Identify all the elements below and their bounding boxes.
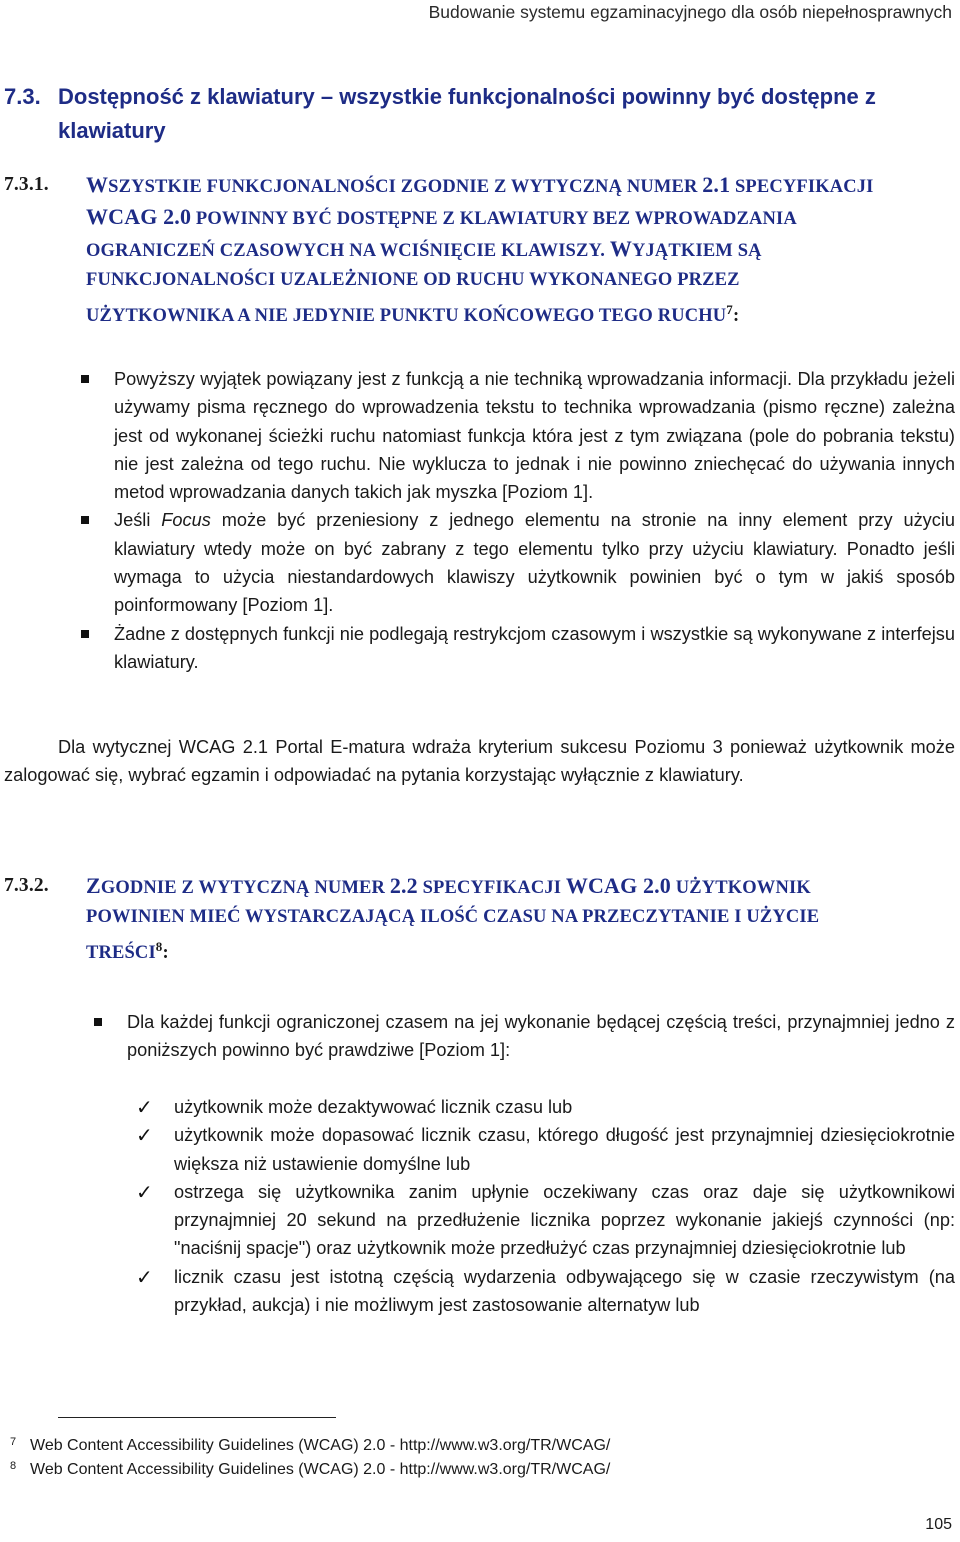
sub1-text-c: POWINNY BYĆ DOSTĘPNE Z KLAWIATURY BEZ WPROWADZANIA xyxy=(191,209,797,229)
list-item-text: może być przeniesiony z jednego elementu na stronie na inny element przy użyciu klawiatury wtedy może on być zabrany z tego elementu tylko przy użyciu klawiatury. Ponadto jeśli wymaga to użycia niestandardowych klawiszy użytkownik powinien być o tym w jakiś sposób poinformowany [Poziom 1]. xyxy=(114,510,956,616)
sub2-text-c: UŻYTKOWNIK xyxy=(670,878,811,898)
list-item xyxy=(114,506,955,619)
list-item-text: użytkownik może dezaktywować licznik czasu lub xyxy=(174,1097,573,1117)
sub2-wcag: WCAG 2.0 xyxy=(565,873,671,898)
footnote-ref-7[interactable]: 7 xyxy=(726,302,733,317)
square-bullet-icon xyxy=(81,516,89,524)
sub2-text-a: GODNIE Z WYTYCZNĄ NUMER xyxy=(100,878,390,898)
section-title-line1: Dostępność z klawiatury – wszystkie funkcjonalności powinny być dostępne z xyxy=(58,84,876,109)
sub2-text-e: TREŚCI xyxy=(86,943,156,964)
subsection-heading-2 xyxy=(4,871,944,968)
footnote-mark: 8 xyxy=(10,1460,17,1472)
footnote-separator xyxy=(58,1417,336,1418)
bullet-list-1 xyxy=(114,365,955,676)
list-item xyxy=(114,620,955,677)
sub1-text-f: FUNKCJONALNOŚCI UZALEŻNIONE OD RUCHU WYKONANEGO PRZEZ xyxy=(86,270,740,290)
footnote-text[interactable]: Web Content Accessibility Guidelines (WCAG) 2.0 - http://www.w3.org/TR/WCAG/ xyxy=(30,1437,611,1454)
footnote-mark: 7 xyxy=(10,1436,17,1448)
sub1-text-g: UŻYTKOWNIKA A NIE JEDYNIE PUNKTU KOŃCOWEGO TEGO RUCHU xyxy=(86,306,727,327)
list-item xyxy=(136,1093,955,1121)
subsection-number-2: 7.3.2. xyxy=(4,875,49,896)
running-header: Budowanie systemu egzaminacyjnego dla osób niepełnosprawnych xyxy=(428,2,952,22)
footnote-ref-8[interactable]: 8 xyxy=(155,939,163,954)
checkmark-icon: ✓ xyxy=(136,1264,153,1289)
list-item-text: Powyższy wyjątek powiązany jest z funkcją a nie techniką wprowadzania informacji. Dla przykładu jeżeli używamy pisma ręcznego do wprowadzenia tekstu to technika wprowadzania (pismo ręczne) zależna jest od wykonanej ścieżki ruchu natomiast funkcja która jest z tym związana (pole do pobrania tekstu) nie jest zależna od tego ruchu. Nie wyklucza to jednak i nie powinno zniechęcać do używania innych metod wprowadzania danych takich jak myszka [Poziom 1]. xyxy=(114,369,955,503)
sub2-text-b: SPECYFIKACJI xyxy=(417,878,566,898)
footnote-7 xyxy=(10,1431,610,1457)
sub1-initial-2: W xyxy=(609,236,633,261)
checkmark-icon: ✓ xyxy=(136,1179,153,1204)
sub1-number-ref: 2.1 xyxy=(702,172,731,197)
bullet-list-2 xyxy=(127,1008,955,1065)
list-item-text: Żadne z dostępnych funkcji nie podlegają restrykcjom czasowym i wszystkie są wykonywane z interfejsu klawiatury. xyxy=(114,623,955,672)
sub2-colon: : xyxy=(162,943,169,964)
list-item xyxy=(136,1121,955,1178)
list-item-text: Jeśli xyxy=(114,510,162,531)
sub1-text-e: YJĄTKIEM SĄ xyxy=(632,241,762,261)
footnote-8 xyxy=(10,1455,610,1481)
sub2-text-d: POWINIEN MIEĆ WYSTARCZAJĄCĄ ILOŚĆ CZASU NA PRZECZYTANIE I UŻYCIE xyxy=(86,907,820,927)
page-number: 105 xyxy=(925,1516,952,1533)
checkmark-icon: ✓ xyxy=(136,1095,153,1119)
list-item xyxy=(136,1178,955,1263)
sub1-text-a: SZYSTKIE FUNKCJONALNOŚCI ZGODNIE Z WYTYCZNĄ NUMER xyxy=(108,177,703,197)
list-item-text: Dla każdej funkcji ograniczonej czasem na jej wykonanie będącej częścią treści, przynajmniej jedno z poniższych powinno być prawdziwe [Poziom 1]: xyxy=(127,1012,955,1061)
list-item xyxy=(127,1008,955,1065)
section-heading xyxy=(4,80,944,148)
list-item xyxy=(136,1263,955,1320)
sub1-text-d: OGRANICZEŃ CZASOWYCH NA WCIŚNIĘCIE KLAWISZY. xyxy=(86,241,610,261)
sub1-wcag: WCAG 2.0 xyxy=(86,204,192,229)
checkmark-list xyxy=(136,1093,955,1319)
checkmark-icon: ✓ xyxy=(136,1123,153,1148)
sub1-initial: W xyxy=(86,172,109,197)
sub2-initial: Z xyxy=(86,873,101,898)
focus-term: Focus xyxy=(161,510,211,531)
sub2-number-ref: 2.2 xyxy=(389,873,418,898)
square-bullet-icon xyxy=(94,1018,102,1026)
list-item-text: licznik czasu jest istotną częścią wydarzenia odbywającego się w czasie rzeczywistym (na przykład, aukcja) i nie możliwym jest zastosowanie alternatyw lub xyxy=(174,1266,955,1316)
square-bullet-icon xyxy=(81,375,89,383)
sub1-text-b: SPECYFIKACJI xyxy=(730,177,874,197)
footnote-text[interactable]: Web Content Accessibility Guidelines (WCAG) 2.0 - http://www.w3.org/TR/WCAG/ xyxy=(30,1461,611,1478)
list-item-text: użytkownik może dopasować licznik czasu, którego długość jest przynajmniej dziesięciokrotnie większa niż ustawienie domyślne lub xyxy=(174,1125,955,1174)
square-bullet-icon xyxy=(81,630,89,638)
section-number: 7.3. xyxy=(4,84,41,109)
sub1-colon: : xyxy=(732,306,740,327)
paragraph-wcag-21: Dla wytycznej WCAG 2.1 Portal E-matura wdraża kryterium sukcesu Poziomu 3 ponieważ użytkownik może zalogować się, wybrać egzamin i odpowiadać na pytania korzystając wyłącznie z klawiatury. xyxy=(4,737,955,786)
section-title-line2: klawiatury xyxy=(58,118,166,143)
list-item xyxy=(114,365,955,506)
subsection-number-1: 7.3.1. xyxy=(4,174,49,195)
subsection-heading-1 xyxy=(4,170,944,331)
list-item-text: ostrzega się użytkownika zanim upłynie oczekiwany czas oraz daje się użytkownikowi przynajmniej 20 sekund na przedłużenie licznika poprzez wykonanie jakiejś czynności (np: "naciśnij spacje") oraz użytkownik może przedłużyć czas przynajmniej dziesięciokrotnie lub xyxy=(174,1181,955,1259)
